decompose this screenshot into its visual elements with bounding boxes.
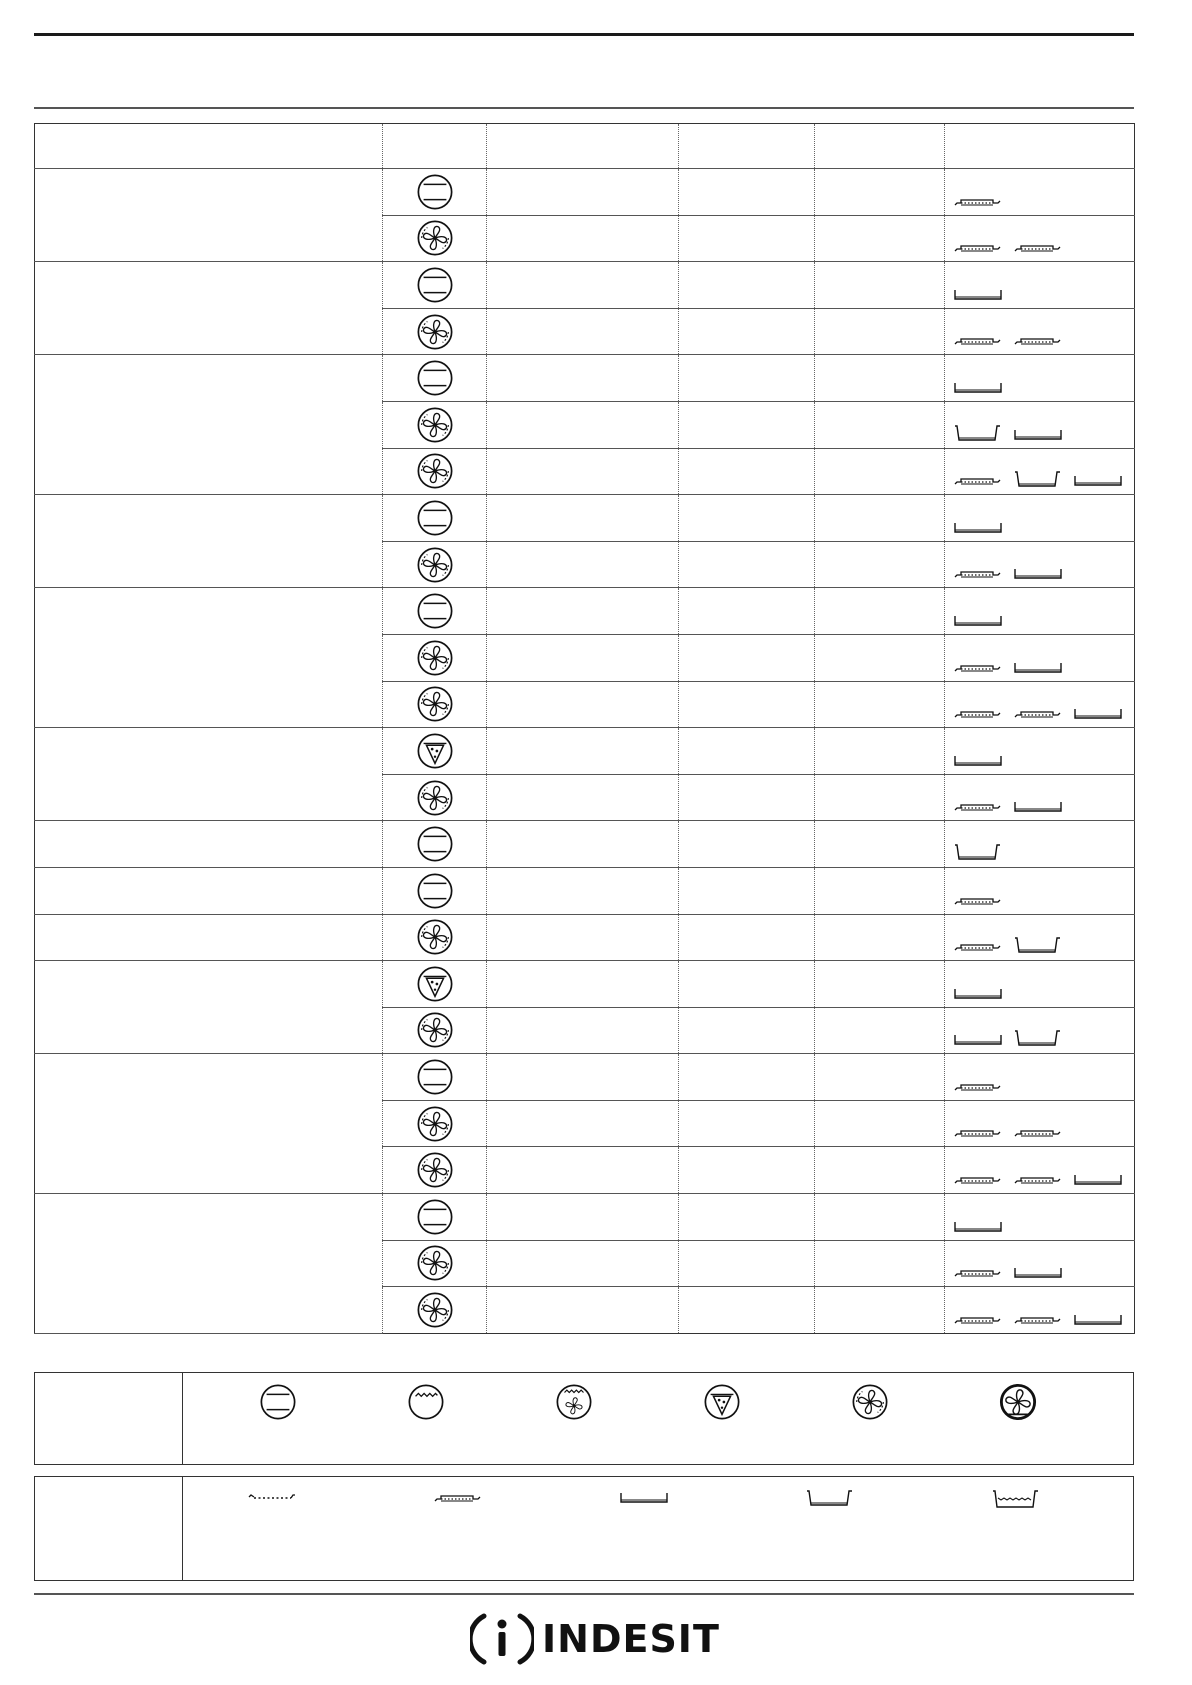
table-row: [35, 961, 1135, 1008]
recipe-cell: [35, 355, 383, 495]
temperature-cell: [679, 634, 815, 681]
recipe-cell: [35, 588, 383, 728]
function-cell: [383, 308, 487, 355]
accessory-group: [953, 659, 1134, 681]
grill-rack-icon: [433, 1489, 483, 1505]
preheat-cell: [487, 1240, 679, 1287]
accessory-legend-item: [619, 1489, 669, 1510]
time-cell: [815, 588, 945, 635]
function-cell: [383, 355, 487, 402]
preheat-cell: [487, 308, 679, 355]
temperature-cell: [679, 961, 815, 1008]
time-cell: [815, 961, 945, 1008]
preheat-cell: [487, 961, 679, 1008]
accessory-legend-label-cell: [35, 1477, 183, 1580]
grill-rack-icon: [1013, 1171, 1063, 1187]
time-cell: [815, 355, 945, 402]
time-cell: [815, 262, 945, 309]
baking-tray-icon: [953, 752, 1003, 768]
cooking-table-body: [35, 124, 1135, 1334]
convection-fan-icon: [999, 1383, 1037, 1421]
level-accessory-cell: [945, 1007, 1135, 1054]
accessory-group: [953, 519, 1134, 541]
grill-rack-icon: [953, 1078, 1003, 1094]
accessory-group: [953, 936, 1134, 960]
wire-shelf-icon: [247, 1489, 297, 1505]
level-accessory-cell: [945, 401, 1135, 448]
level-accessory-cell: [945, 355, 1135, 402]
static-mode-icon: [416, 499, 454, 537]
drip-tray-with-water-icon: [991, 1489, 1041, 1509]
preheat-cell: [487, 1007, 679, 1054]
recipe-cell: [35, 262, 383, 355]
table-row: [35, 588, 1135, 635]
function-cell: [383, 681, 487, 728]
level-accessory-cell: [945, 1194, 1135, 1241]
preheat-cell: [487, 867, 679, 914]
temperature-cell: [679, 1007, 815, 1054]
function-cell: [383, 961, 487, 1008]
recipe-cell: [35, 821, 383, 868]
baking-tray-icon: [619, 1489, 669, 1505]
table-row: [35, 169, 1135, 216]
baking-tray-icon: [953, 286, 1003, 302]
accessory-group: [953, 1311, 1134, 1333]
level-accessory-cell: [945, 308, 1135, 355]
static-mode-icon: [416, 872, 454, 910]
function-cell: [383, 1147, 487, 1194]
header-function-cell: [383, 124, 487, 169]
grill-rack-icon: [1013, 1124, 1063, 1140]
temperature-cell: [679, 1240, 815, 1287]
fan-mode-icon: [416, 1105, 454, 1143]
level-accessory-cell: [945, 1240, 1135, 1287]
temperature-cell: [679, 541, 815, 588]
level-accessory-cell: [945, 774, 1135, 821]
temperature-cell: [679, 215, 815, 262]
level-accessory-cell: [945, 1054, 1135, 1101]
brand-i-mark-icon: [470, 1610, 534, 1668]
header-time-cell: [815, 124, 945, 169]
preheat-cell: [487, 262, 679, 309]
level-accessory-cell: [945, 1287, 1135, 1334]
deep-tray-icon: [805, 1489, 855, 1507]
time-cell: [815, 681, 945, 728]
function-cell: [383, 448, 487, 495]
time-cell: [815, 448, 945, 495]
level-accessory-cell: [945, 541, 1135, 588]
grill-rack-icon: [1013, 332, 1063, 348]
brand-logo: [470, 1612, 720, 1666]
function-legend-item: [999, 1383, 1037, 1426]
time-cell: [815, 1287, 945, 1334]
function-cell: [383, 867, 487, 914]
grill-rack-icon: [953, 938, 1003, 954]
time-cell: [815, 774, 945, 821]
static-mode-icon: [416, 592, 454, 630]
function-legend-label-cell: [35, 1373, 183, 1464]
grill-rack-icon: [953, 1311, 1003, 1327]
temperature-cell: [679, 1054, 815, 1101]
recipe-cell: [35, 961, 383, 1054]
temperature-cell: [679, 1100, 815, 1147]
grill-rack-icon: [953, 892, 1003, 908]
deep-tray-icon: [953, 424, 1003, 442]
preheat-cell: [487, 588, 679, 635]
recipe-cell: [35, 1054, 383, 1194]
accessory-group: [953, 424, 1134, 448]
baking-tray-icon: [1013, 798, 1063, 814]
preheat-cell: [487, 1194, 679, 1241]
table-row: [35, 495, 1135, 542]
preheat-cell: [487, 448, 679, 495]
temperature-cell: [679, 1147, 815, 1194]
recipe-cell: [35, 728, 383, 821]
recipe-cell: [35, 169, 383, 262]
fan-mode-icon: [416, 406, 454, 444]
accessory-group: [953, 798, 1134, 820]
time-cell: [815, 215, 945, 262]
baking-tray-icon: [1013, 659, 1063, 675]
static-mode-icon: [416, 825, 454, 863]
time-cell: [815, 495, 945, 542]
fan-mode-icon: [416, 1151, 454, 1189]
accessory-group: [953, 892, 1134, 914]
grill-rack-icon: [953, 798, 1003, 814]
accessory-group: [953, 1171, 1134, 1193]
baking-tray-icon: [953, 1218, 1003, 1234]
function-cell: [383, 401, 487, 448]
grill-rack-icon: [953, 565, 1003, 581]
baking-tray-icon: [953, 519, 1003, 535]
temperature-cell: [679, 401, 815, 448]
accessory-legend-item: [805, 1489, 855, 1512]
time-cell: [815, 1100, 945, 1147]
time-cell: [815, 728, 945, 775]
function-cell: [383, 169, 487, 216]
temperature-cell: [679, 588, 815, 635]
grill-rack-icon: [953, 1171, 1003, 1187]
level-accessory-cell: [945, 1147, 1135, 1194]
function-cell: [383, 215, 487, 262]
time-cell: [815, 169, 945, 216]
accessory-legend-item: [247, 1489, 297, 1510]
grill-rack-icon: [1013, 1311, 1063, 1327]
temperature-cell: [679, 774, 815, 821]
preheat-cell: [487, 355, 679, 402]
grill-rack-icon: [953, 1264, 1003, 1280]
table-row: [35, 914, 1135, 961]
level-accessory-cell: [945, 821, 1135, 868]
accessory-group: [953, 1029, 1134, 1053]
accessory-group: [953, 705, 1134, 727]
temperature-cell: [679, 681, 815, 728]
grill-rack-icon: [953, 239, 1003, 255]
time-cell: [815, 1147, 945, 1194]
preheat-cell: [487, 1147, 679, 1194]
fan-mode-icon: [416, 779, 454, 817]
fan-mode-icon: [416, 1011, 454, 1049]
baking-tray-icon: [1073, 705, 1123, 721]
recipe-cell: [35, 495, 383, 588]
temperature-cell: [679, 495, 815, 542]
level-accessory-cell: [945, 262, 1135, 309]
function-cell: [383, 1007, 487, 1054]
static-mode-icon: [416, 173, 454, 211]
temperature-cell: [679, 867, 815, 914]
static-mode-icon: [416, 359, 454, 397]
deep-tray-icon: [1013, 1029, 1063, 1047]
function-legend-item: [555, 1383, 593, 1426]
time-cell: [815, 634, 945, 681]
baking-tray-icon: [1073, 472, 1123, 488]
time-cell: [815, 1007, 945, 1054]
baking-tray-icon: [953, 612, 1003, 628]
recipe-cell: [35, 867, 383, 914]
level-accessory-cell: [945, 961, 1135, 1008]
preheat-cell: [487, 634, 679, 681]
accessory-legend-item: [433, 1489, 483, 1510]
accessory-group: [953, 1124, 1134, 1146]
preheat-cell: [487, 1100, 679, 1147]
temperature-cell: [679, 355, 815, 402]
accessory-group: [953, 843, 1134, 867]
accessory-group: [953, 193, 1134, 215]
fan-mode-icon: [416, 918, 454, 956]
fan-mode-icon: [416, 546, 454, 584]
grill-rack-icon: [953, 193, 1003, 209]
level-accessory-cell: [945, 588, 1135, 635]
brand-wordmark: INDESIT: [542, 1617, 720, 1661]
function-cell: [383, 728, 487, 775]
footer-rule: [34, 1593, 1134, 1595]
fan-grill-mode-icon: [555, 1383, 593, 1421]
preheat-cell: [487, 1054, 679, 1101]
preheat-cell: [487, 495, 679, 542]
temperature-cell: [679, 169, 815, 216]
fan-mode-icon: [416, 1291, 454, 1329]
baking-tray-icon: [1013, 426, 1063, 442]
baking-tray-icon: [1013, 1264, 1063, 1280]
fan-mode-icon: [416, 219, 454, 257]
accessory-group: [953, 752, 1134, 774]
static-mode-icon: [416, 1058, 454, 1096]
time-cell: [815, 1194, 945, 1241]
level-accessory-cell: [945, 867, 1135, 914]
function-cell: [383, 1054, 487, 1101]
function-cell: [383, 262, 487, 309]
grill-rack-icon: [953, 332, 1003, 348]
function-cell: [383, 914, 487, 961]
preheat-cell: [487, 728, 679, 775]
preheat-cell: [487, 541, 679, 588]
accessory-group: [953, 379, 1134, 401]
time-cell: [815, 821, 945, 868]
pizza-mode-icon: [416, 965, 454, 1003]
time-cell: [815, 1054, 945, 1101]
top-rule: [34, 33, 1134, 36]
baking-tray-icon: [953, 1031, 1003, 1047]
preheat-cell: [487, 215, 679, 262]
preheat-cell: [487, 681, 679, 728]
preheat-cell: [487, 1287, 679, 1334]
static-mode-icon: [416, 266, 454, 304]
accessory-group: [953, 470, 1134, 494]
recipe-cell: [35, 1194, 383, 1334]
accessory-group: [953, 1218, 1134, 1240]
temperature-cell: [679, 448, 815, 495]
function-legend-item: [407, 1383, 445, 1426]
table-row: [35, 821, 1135, 868]
temperature-cell: [679, 914, 815, 961]
time-cell: [815, 308, 945, 355]
table-row: [35, 1054, 1135, 1101]
function-legend-item: [259, 1383, 297, 1426]
time-cell: [815, 867, 945, 914]
temperature-cell: [679, 1194, 815, 1241]
baking-tray-icon: [953, 379, 1003, 395]
header-recipe-cell: [35, 124, 383, 169]
temperature-cell: [679, 1287, 815, 1334]
fan-mode-icon: [416, 639, 454, 677]
time-cell: [815, 541, 945, 588]
pizza-mode-icon: [703, 1383, 741, 1421]
section-rule: [34, 107, 1134, 109]
function-cell: [383, 634, 487, 681]
function-cell: [383, 821, 487, 868]
accessory-group: [953, 565, 1134, 587]
level-accessory-cell: [945, 169, 1135, 216]
accessory-legend: [34, 1476, 1134, 1581]
grill-rack-icon: [953, 1124, 1003, 1140]
baking-tray-icon: [1073, 1171, 1123, 1187]
accessory-group: [953, 612, 1134, 634]
baking-tray-icon: [1073, 1311, 1123, 1327]
grill-rack-icon: [953, 472, 1003, 488]
accessory-legend-item: [991, 1489, 1041, 1514]
accessory-group: [953, 286, 1134, 308]
function-legend: [34, 1372, 1134, 1465]
level-accessory-cell: [945, 634, 1135, 681]
accessory-group: [953, 332, 1134, 354]
function-cell: [383, 588, 487, 635]
accessory-group: [953, 239, 1134, 261]
time-cell: [815, 401, 945, 448]
accessory-group: [953, 1078, 1134, 1100]
function-cell: [383, 1194, 487, 1241]
level-accessory-cell: [945, 728, 1135, 775]
level-accessory-cell: [945, 448, 1135, 495]
function-legend-item: [851, 1383, 889, 1426]
level-accessory-cell: [945, 215, 1135, 262]
fan-mode-icon: [416, 1244, 454, 1282]
function-legend-item: [703, 1383, 741, 1426]
table-row: [35, 728, 1135, 775]
fan-mode-icon: [416, 313, 454, 351]
table-row: [35, 867, 1135, 914]
baking-tray-icon: [1013, 565, 1063, 581]
table-row: [35, 262, 1135, 309]
baking-tray-icon: [953, 985, 1003, 1001]
fan-mode-icon: [851, 1383, 889, 1421]
header-temperature-cell: [679, 124, 815, 169]
time-cell: [815, 1240, 945, 1287]
fan-mode-icon: [416, 452, 454, 490]
static-mode-icon: [416, 1198, 454, 1236]
function-cell: [383, 1240, 487, 1287]
temperature-cell: [679, 308, 815, 355]
grill-rack-icon: [1013, 239, 1063, 255]
preheat-cell: [487, 914, 679, 961]
accessory-group: [953, 1264, 1134, 1286]
fan-mode-icon: [416, 685, 454, 723]
header-preheat-cell: [487, 124, 679, 169]
table-row: [35, 355, 1135, 402]
temperature-cell: [679, 728, 815, 775]
grill-mode-icon: [407, 1383, 445, 1421]
static-mode-icon: [259, 1383, 297, 1421]
level-accessory-cell: [945, 495, 1135, 542]
function-cell: [383, 774, 487, 821]
level-accessory-cell: [945, 914, 1135, 961]
deep-tray-icon: [1013, 470, 1063, 488]
preheat-cell: [487, 401, 679, 448]
level-accessory-cell: [945, 1100, 1135, 1147]
recipe-cell: [35, 914, 383, 961]
preheat-cell: [487, 169, 679, 216]
preheat-cell: [487, 821, 679, 868]
preheat-cell: [487, 774, 679, 821]
time-cell: [815, 914, 945, 961]
grill-rack-icon: [953, 705, 1003, 721]
temperature-cell: [679, 262, 815, 309]
table-header-row: [35, 124, 1135, 169]
table-row: [35, 1194, 1135, 1241]
header-level-cell: [945, 124, 1135, 169]
function-cell: [383, 541, 487, 588]
deep-tray-icon: [953, 843, 1003, 861]
temperature-cell: [679, 821, 815, 868]
pizza-mode-icon: [416, 732, 454, 770]
accessory-group: [953, 985, 1134, 1007]
deep-tray-icon: [1013, 936, 1063, 954]
function-cell: [383, 495, 487, 542]
function-cell: [383, 1100, 487, 1147]
grill-rack-icon: [1013, 705, 1063, 721]
level-accessory-cell: [945, 681, 1135, 728]
cooking-table: [34, 123, 1135, 1334]
function-cell: [383, 1287, 487, 1334]
grill-rack-icon: [953, 659, 1003, 675]
